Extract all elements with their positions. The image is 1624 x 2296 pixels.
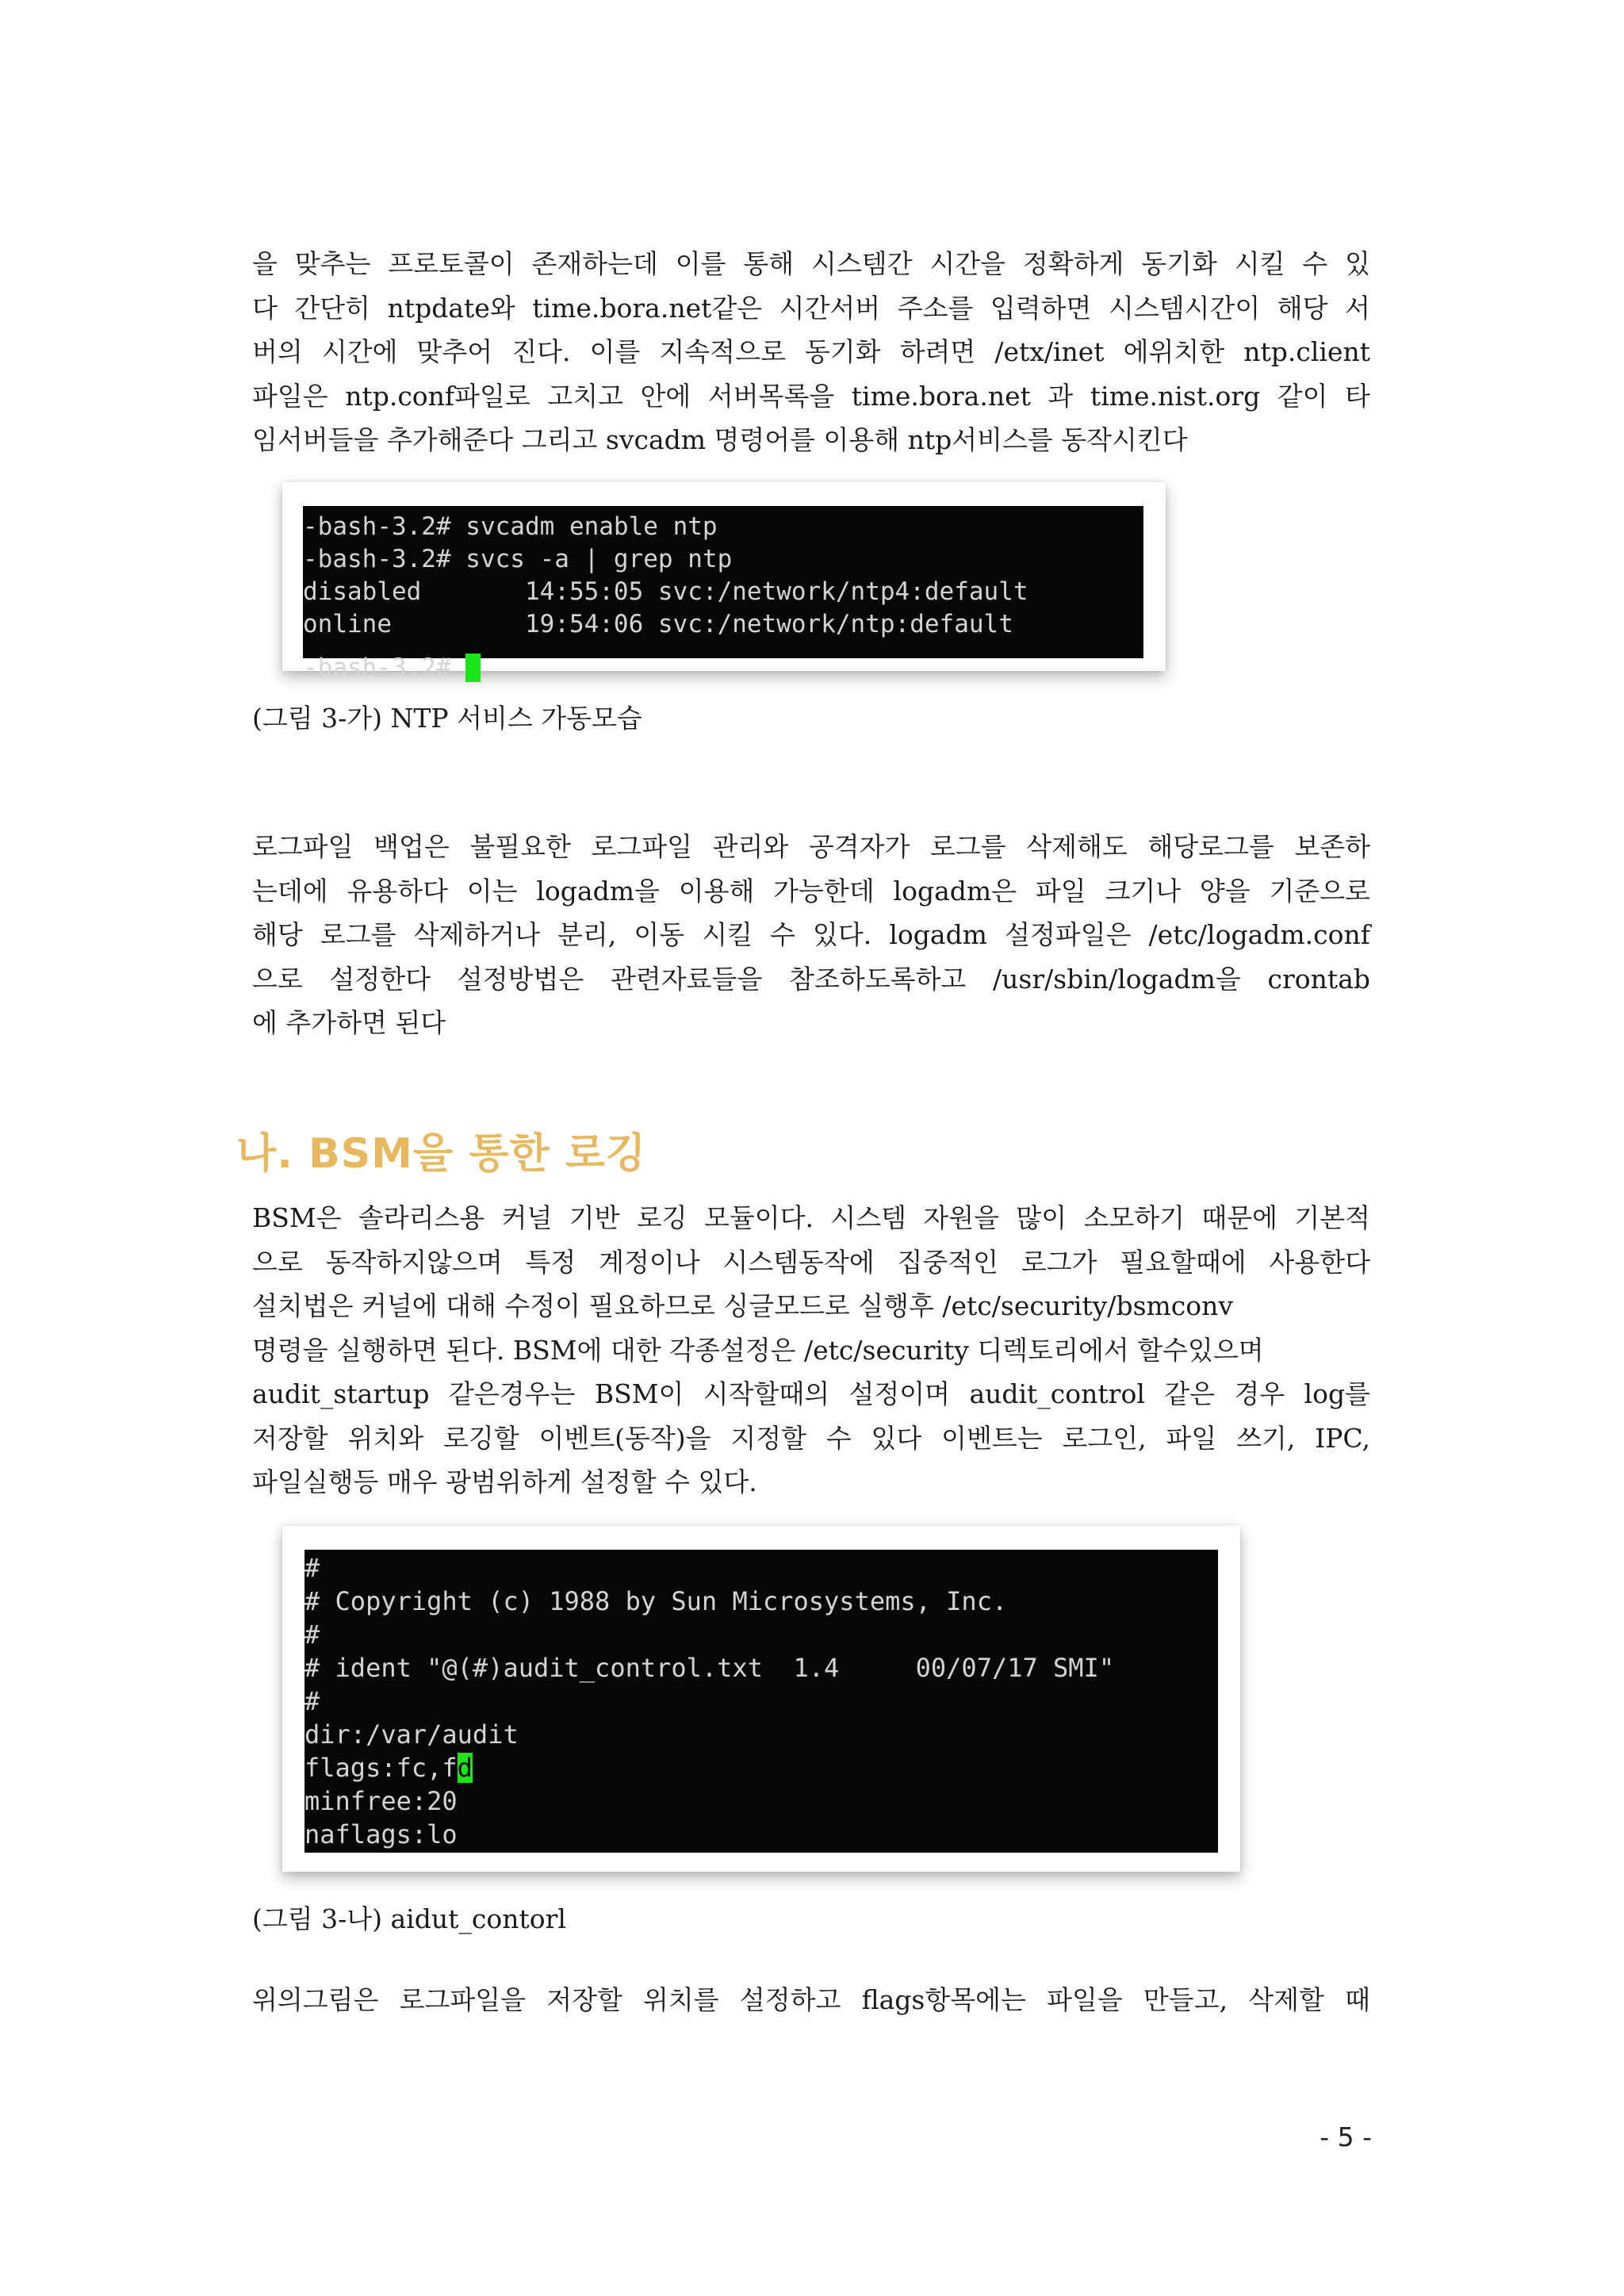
terminal-line: -bash-3.2# svcadm enable ntp <box>303 512 718 541</box>
figure-caption: (그림 3-가) NTP 서비스 가동모습 <box>252 703 642 734</box>
text-line: 으로 설정한다 설정방법은 관련자료들을 참조하도록하고 /usr/sbin/logadm을 crontab <box>252 963 1370 995</box>
ntp-paragraph <box>252 242 1370 462</box>
cursor-block: d <box>457 1753 473 1783</box>
audit-control-figure <box>282 1526 1240 1872</box>
text-line: 파일은 ntp.conf파일로 고치고 안에 서버목록을 time.bora.net 과 time.nist.org 같이 타 <box>252 380 1370 412</box>
text-line: BSM은 솔라리스용 커널 기반 로깅 모듈이다. 시스템 자원을 많이 소모하기 때문에 기본적 <box>252 1202 1370 1233</box>
text-line: 에 추가하면 된다 <box>252 1007 446 1038</box>
audit-control-screenshot <box>304 1550 1218 1853</box>
text-line: 로그파일 백업은 불필요한 로그파일 관리와 공격자가 로그를 삭제해도 해당로그를 보존하 <box>252 831 1370 862</box>
logadm-paragraph <box>252 825 1370 1045</box>
terminal-line: disabled 14:55:05 svc:/network/ntp4:default <box>303 577 1028 606</box>
terminal-line <box>303 641 1143 682</box>
text-line: 는데에 유용하다 이는 logadm을 이용해 가능한데 logadm은 파일 크기나 양을 기준으로 <box>252 875 1370 907</box>
terminal-line: naflags:lo <box>304 1819 458 1849</box>
text-line: 명령을 실행하면 된다. BSM에 대한 각종설정은 /etc/security 디렉토리에서 할수있으며 <box>252 1334 1264 1366</box>
text-line: 임서버들을 추가해준다 그리고 svcadm 명령어를 이용해 ntp서비스를 동작시킨다 <box>252 424 1188 455</box>
terminal-prompt: -bash-3.2# <box>303 654 466 682</box>
terminal-line: # Copyright (c) 1988 by Sun Microsystems, Inc. <box>304 1586 1008 1616</box>
terminal-line: online 19:54:06 svc:/network/ntp:default <box>303 610 1013 638</box>
terminal-line: -bash-3.2# svcs -a | grep ntp <box>303 545 733 573</box>
text-line: 으로 동작하지않으며 특정 계정이나 시스템동작에 집중적인 로그가 필요할때에 사용한다 <box>252 1246 1370 1278</box>
terminal-line: dir:/var/audit <box>304 1719 519 1750</box>
text-line: 을 맞추는 프로토콜이 존재하는데 이를 통해 시스템간 시간을 정확하게 동기화 시킬 수 있 <box>252 248 1370 279</box>
ntp-terminal-figure <box>282 482 1166 682</box>
flags-text: flags:fc,f <box>304 1753 458 1783</box>
text-line: 설치법은 커널에 대해 수정이 필요하므로 싱글모드로 실행후 /etc/security/bsmconv <box>252 1290 1234 1321</box>
terminal-line: # <box>304 1619 320 1650</box>
text-line: 저장할 위치와 로깅할 이벤트(동작)을 지정할 수 있다 이벤트는 로그인, 파일 쓰기, IPC, <box>252 1422 1370 1454</box>
bsm-paragraph <box>252 1196 1370 1504</box>
figure-caption: (그림 3-나) aidut_contorl <box>252 1903 566 1934</box>
text-line: 버의 시간에 맞추어 진다. 이를 지속적으로 동기화 하려면 /etx/inet 에위치한 ntp.client <box>252 336 1370 367</box>
section-heading: 나. BSM을 통한 로깅 <box>236 1130 647 1178</box>
after-figure-paragraph <box>252 1978 1370 2022</box>
terminal-line: minfree:20 <box>304 1786 458 1816</box>
cursor-block <box>465 654 481 682</box>
text-line: 다 간단히 ntpdate와 time.bora.net같은 시간서버 주소를 입력하면 시스템시간이 해당 서 <box>252 292 1370 324</box>
text-line: 파일실행등 매우 광범위하게 설정할 수 있다. <box>252 1466 757 1497</box>
text-line: 위의그림은 로그파일을 저장할 위치를 설정하고 flags항목에는 파일을 만들고, 삭제할 때 <box>252 1984 1370 2015</box>
terminal-line <box>304 1751 1218 1784</box>
terminal-line: # <box>304 1686 320 1716</box>
ntp-terminal-screenshot <box>303 506 1143 682</box>
terminal-line: # ident "@(#)audit_control.txt 1.4 00/07/17 SMI" <box>304 1653 1115 1683</box>
text-line: audit_startup 같은경우는 BSM이 시작할때의 설정이며 audit_control 같은 경우 log를 <box>252 1378 1370 1409</box>
terminal-line: # <box>304 1553 320 1583</box>
page-number: - 5 - <box>1320 2122 1372 2152</box>
text-line: 해당 로그를 삭제하거나 분리, 이동 시킬 수 있다. logadm 설정파일은 /etc/logadm.conf <box>252 919 1370 950</box>
